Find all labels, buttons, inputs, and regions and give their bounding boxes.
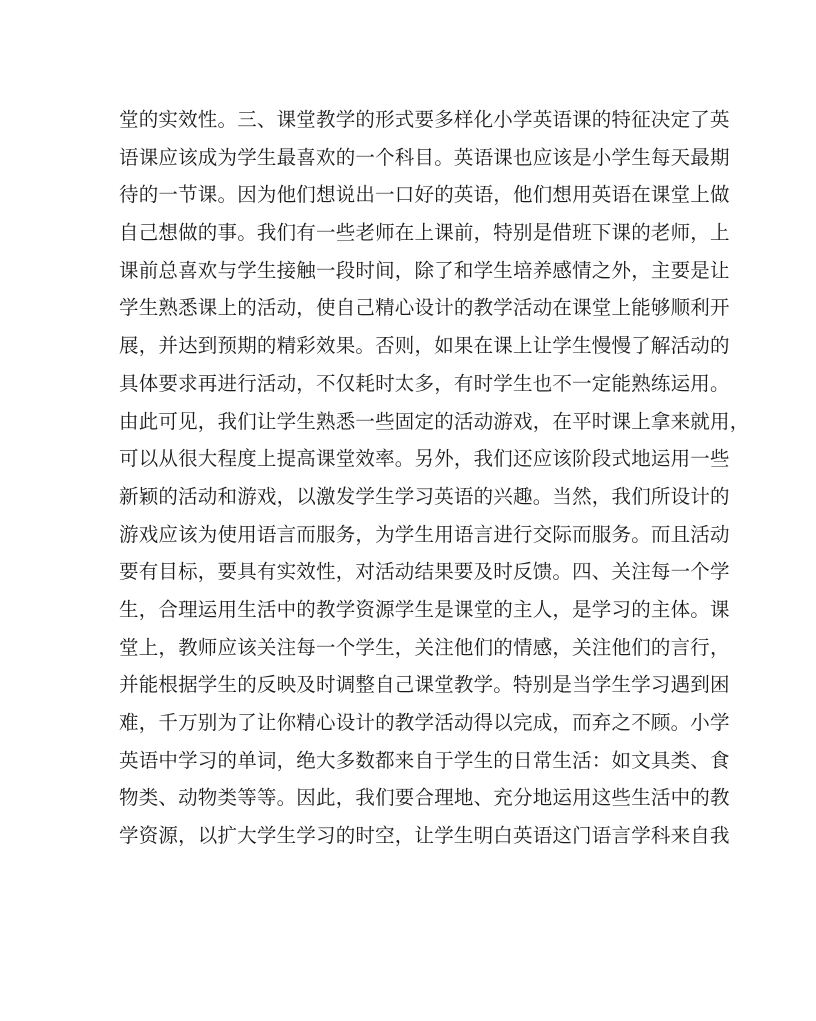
text-line: 堂的实效性。三、课堂教学的形式要多样化小学英语课的特征决定了英 (119, 108, 730, 131)
text-line: 生，合理运用生活中的教学资源学生是课堂的主人，是学习的主体。课 (119, 597, 730, 621)
text-line: 学生熟悉课上的活动，使自己精心设计的教学活动在课堂上能够顺利开 (119, 296, 730, 320)
text-line: 可以从很大程度上提高课堂效率。另外，我们还应该阶段式地运用一些 (119, 447, 730, 471)
text-line: 并能根据学生的反映及时调整自己课堂教学。特别是当学生学习遇到困 (119, 673, 730, 697)
text-line: 语课应该成为学生最喜欢的一个科目。英语课也应该是小学生每天最期 (119, 145, 730, 169)
body-text (119, 101, 750, 855)
text-line: 具体要求再进行活动，不仅耗时太多，有时学生也不一定能熟练运用。 (119, 371, 730, 395)
text-line: 要有目标，要具有实效性，对活动结果要及时反馈。四、关注每一个学 (119, 560, 730, 584)
text-line: 游戏应该为使用语言而服务，为学生用语言进行交际而服务。而且活动 (119, 522, 730, 546)
text-line: 英语中学习的单词，绝大多数都来自于学生的日常生活：如文具类、食 (119, 748, 730, 772)
text-line: 课前总喜欢与学生接触一段时间，除了和学生培养感情之外，主要是让 (119, 258, 730, 282)
text-line: 堂上，教师应该关注每一个学生，关注他们的情感，关注他们的言行， (119, 635, 730, 659)
text-line: 由此可见，我们让学生熟悉一些固定的活动游戏，在平时课上拿来就用， (119, 409, 750, 433)
text-line: 自己想做的事。我们有一些老师在上课前，特别是借班下课的老师，上 (119, 221, 730, 245)
text-line: 待的一节课。因为他们想说出一口好的英语，他们想用英语在课堂上做 (119, 183, 730, 207)
text-line: 物类、动物类等等。因此，我们要合理地、充分地运用这些生活中的教 (119, 786, 730, 810)
text-line: 学资源，以扩大学生学习的时空，让学生明白英语这门语言学科来自我 (119, 824, 730, 848)
text-line: 展，并达到预期的精彩效果。否则，如果在课上让学生慢慢了解活动的 (119, 334, 730, 358)
text-line: 难，千万别为了让你精心设计的教学活动得以完成，而弃之不顾。小学 (119, 711, 730, 734)
text-line: 新颖的活动和游戏，以激发学生学习英语的兴趣。当然，我们所设计的 (119, 484, 730, 508)
